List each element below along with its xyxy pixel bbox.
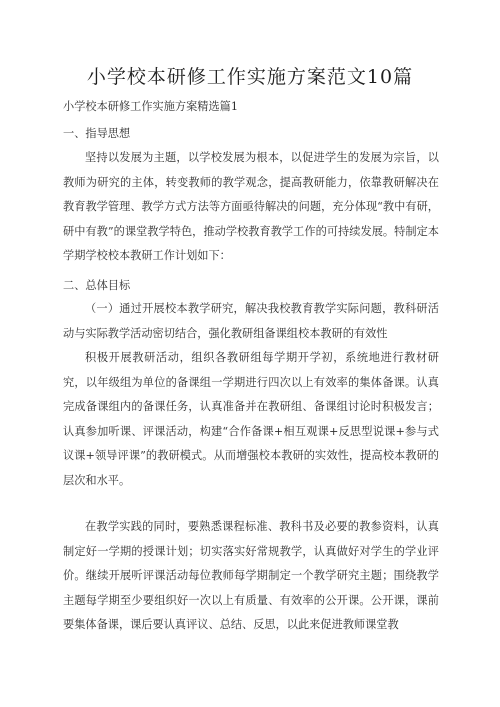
document-subtitle: 小学校本研修工作实施方案精选篇1 <box>63 100 238 113</box>
document-title: 小学校本研修工作实施方案范文10篇 <box>86 66 414 88</box>
paragraph-teaching-practice: 在教学实践的同时，要熟悉课程标准、教科书及必要的教参资料，认真制定好一学期的授课计划；切实落实好常规教学，认真做好对学生的学业评价。继续开展听评课活动每位教师每学期制定一个教学研究主题；围绕教学主题每学期至少要组织好一次以上有质量、有效率的公开课。公开课，课前要集体备课，课后要认真评议、总结、反思，以此来促进教师课堂教 <box>63 520 439 632</box>
paragraph-goal-one: （一）通过开展校本教学研究，解决我校教育教学实际问题，教科研活动与实际教学活动密切结合，强化教研组备课组校本教研的有效性 <box>63 302 439 340</box>
paragraph-guiding-thought: 坚持以发展为主题，以学校发展为根本，以促进学生的发展为宗旨，以教师为研究的主体，转变教师的教学观念，提高教研能力，依靠教研解决在教育教学管理、教学方式方法等方面亟待解决的问题，充分体现“教中有研，研中有教”的课堂教学特色，推动学校教育教学工作的可持续发展。特制定本学期学校校本教研工作计划如下： <box>63 151 439 263</box>
section-heading-guiding-thought: 一、指导思想 <box>63 127 131 140</box>
paragraph-goal-one-detail: 积极开展教研活动，组织各教研组每学期开学初，系统地进行教材研究，以年级组为单位的备课组一学期进行四次以上有效率的集体备课。认真完成备课组内的备课任务，认真准备并在教研组、备课组讨论时积极发言；认真参加听课、评课活动，构建“合作备课+相互观课+反思型说课+参与式议课+领导评课”的教研模式。从而增强校本教研的实效性，提高校本教研的层次和水平。 <box>63 351 439 487</box>
section-heading-overall-goal: 二、总体目标 <box>63 279 131 292</box>
